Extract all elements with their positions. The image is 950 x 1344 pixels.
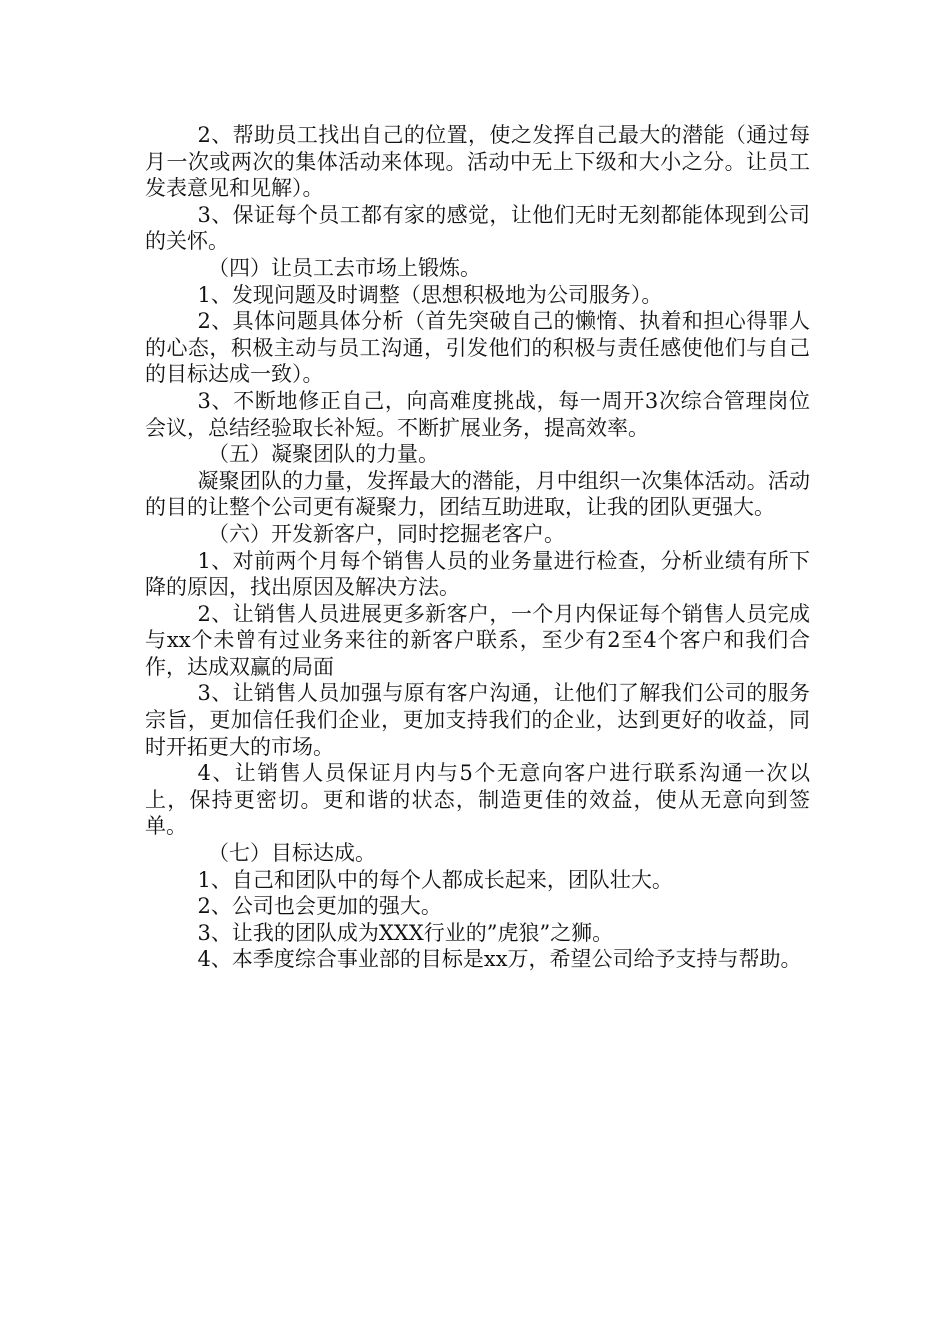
paragraph-item: 4、让销售人员保证月内与5个无意向客户进行联系沟通一次以上，保持更密切。更和谐的状态，制造更佳的效益，使从无意向到签单。 — [145, 761, 810, 839]
paragraph-item: 3、不断地修正自己，向高难度挑战，每一周开3次综合管理岗位会议，总结经验取长补短。不断扩展业务，提高效率。 — [145, 388, 810, 440]
section-heading: （七）目标达成。 — [208, 841, 376, 866]
paragraph-item: 1、发现问题及时调整（思想积极地为公司服务）。 — [197, 282, 663, 307]
paragraph-item: 4、本季度综合事业部的目标是xx万，希望公司给予支持与帮助。 — [197, 947, 802, 972]
section-heading: （四）让员工去市场上锻炼。 — [208, 255, 481, 280]
paragraph-item: 3、让我的团队成为XXX行业的”虎狼”之狮。 — [197, 920, 614, 945]
paragraph-item: 2、让销售人员进展更多新客户，一个月内保证每个销售人员完成与xx个未曾有过业务来往的新客户联系，至少有2至4个客户和我们合作，达成双赢的局面 — [145, 601, 810, 679]
paragraph-item: 2、帮助员工找出自己的位置，使之发挥自己最大的潜能（通过每月一次或两次的集体活动来体现。活动中无上下级和大小之分。让员工发表意见和见解）。 — [145, 123, 810, 201]
paragraph-item: 3、让销售人员加强与原有客户沟通，让他们了解我们公司的服务宗旨，更加信任我们企业，更加支持我们的企业，达到更好的收益，同时开拓更大的市场。 — [145, 681, 810, 759]
paragraph-item: 1、对前两个月每个销售人员的业务量进行检查，分析业绩有所下降的原因，找出原因及解决方法。 — [145, 548, 810, 600]
document-page — [145, 122, 810, 973]
section-heading: （六）开发新客户，同时挖掘老客户。 — [208, 521, 565, 546]
paragraph-item: 3、保证每个员工都有家的感觉，让他们无时无刻都能体现到公司的关怀。 — [145, 202, 810, 254]
paragraph-item: 1、自己和团队中的每个人都成长起来，团队壮大。 — [197, 867, 673, 892]
paragraph-item: 凝聚团队的力量，发挥最大的潜能，月中组织一次集体活动。活动的目的让整个公司更有凝聚力，团结互助进取，让我的团队更强大。 — [145, 468, 810, 520]
section-heading: （五）凝聚团队的力量。 — [208, 442, 439, 467]
paragraph-item: 2、公司也会更加的强大。 — [197, 894, 442, 919]
paragraph-item: 2、具体问题具体分析（首先突破自己的懒惰、执着和担心得罪人的心态，积极主动与员工沟通，引发他们的积极与责任感使他们与自己的目标达成一致）。 — [145, 309, 810, 387]
